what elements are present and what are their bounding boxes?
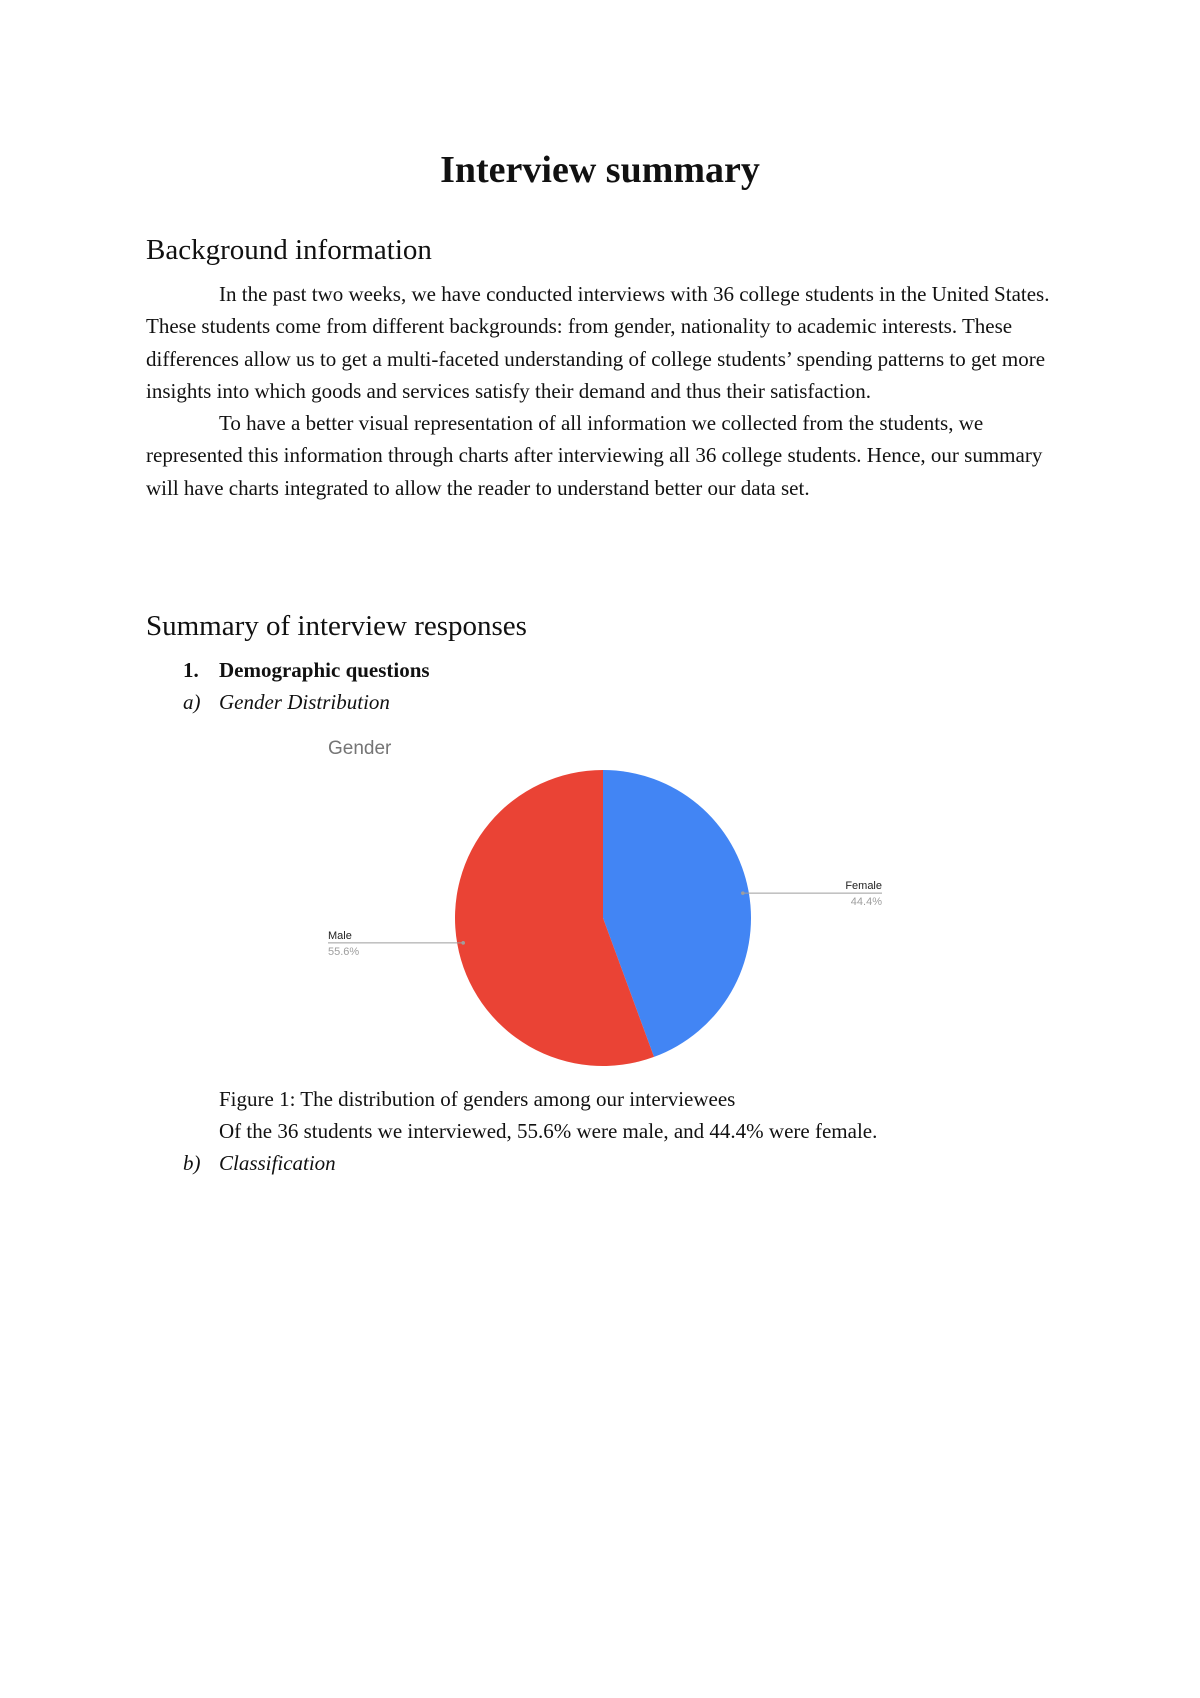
item-b-label: Classification: [219, 1151, 336, 1175]
background-paragraph-1: In the past two weeks, we have conducted interviews with 36 college students in the United States. These students come from different backgrounds: from gender, nationality to academic interests. These differences allow us to get a multi-faceted understanding of college students’ spending patterns to get more insights into which goods and services satisfy their demand and thus their satisfaction.: [146, 282, 1050, 403]
chart-title: Gender: [328, 738, 392, 759]
section-1-line: [0, 654, 1200, 686]
summary-heading: Summary of interview responses: [146, 610, 527, 642]
section-1-marker: 1.: [183, 658, 199, 682]
slice-value-female: 44.4%: [850, 896, 882, 909]
item-b-line: [0, 1147, 1200, 1179]
item-a-line: [0, 686, 1200, 718]
item-a-marker: a): [183, 690, 201, 714]
figure-1-description: Of the 36 students we interviewed, 55.6% were male, and 44.4% were female.: [219, 1119, 878, 1143]
section-1-label: Demographic questions: [219, 658, 430, 682]
leader-dot-female: [741, 891, 745, 895]
slice-value-male: 55.6%: [328, 945, 360, 958]
item-a-label: Gender Distribution: [219, 690, 390, 714]
document-title: Interview summary: [440, 149, 760, 191]
slice-label-female: Female: [845, 880, 882, 893]
background-heading: Background information: [146, 234, 432, 266]
gender-pie-chart: [320, 730, 900, 1090]
leader-dot-male: [461, 941, 465, 945]
background-body: [146, 278, 1066, 504]
slice-label-male: Male: [328, 929, 352, 942]
pie-slices: [455, 770, 751, 1066]
figure-1-caption: Figure 1: The distribution of genders among our interviewees: [219, 1087, 736, 1111]
item-b-marker: b): [183, 1151, 201, 1175]
background-paragraph-2: To have a better visual representation of all information we collected from the students, we represented this information through charts after interviewing all 36 college students. Hence, our summary will have charts integrated to allow the reader to understand better our data set.: [146, 411, 1043, 500]
